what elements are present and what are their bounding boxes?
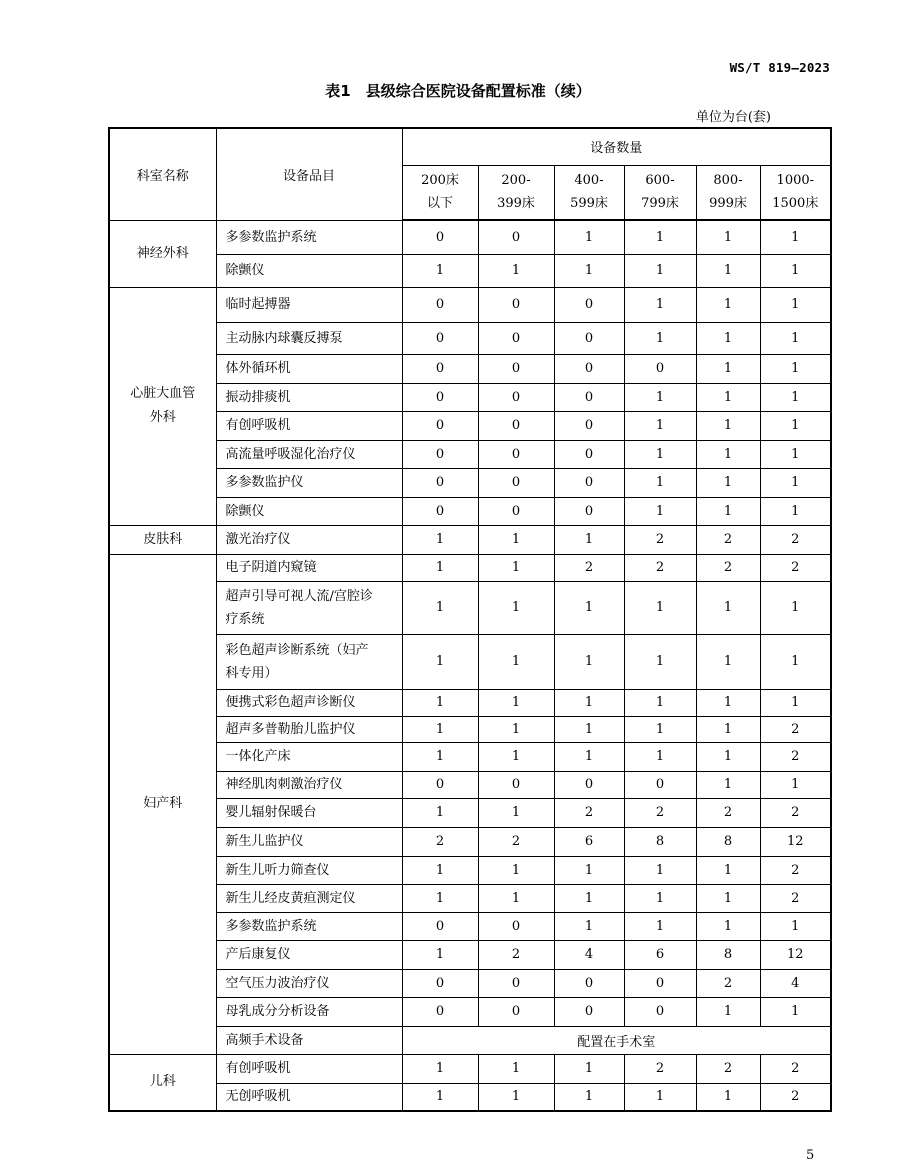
qty-cell: 1: [554, 525, 624, 554]
qty-cell: 8: [696, 827, 760, 856]
qty-cell: 2: [478, 940, 554, 969]
qty-cell: 1: [402, 742, 478, 771]
qty-cell: 0: [554, 468, 624, 497]
qty-cell: 1: [760, 689, 831, 716]
qty-cell: 1: [760, 322, 831, 354]
qty-cell: 1: [478, 689, 554, 716]
qty-cell: 1: [696, 322, 760, 354]
qty-cell: 1: [478, 716, 554, 742]
equipment-item: 临时起搏器: [216, 287, 402, 322]
table-row: [109, 798, 831, 827]
qty-cell: 1: [696, 411, 760, 440]
equipment-item: 产后康复仪: [216, 940, 402, 969]
qty-cell: 1: [402, 798, 478, 827]
qty-cell: 0: [478, 468, 554, 497]
qty-cell: 1: [554, 716, 624, 742]
qty-cell: 0: [478, 440, 554, 468]
qty-cell: 1: [478, 856, 554, 884]
equipment-item: 新生儿听力筛查仪: [216, 856, 402, 884]
qty-cell: 0: [554, 440, 624, 468]
qty-cell: 0: [402, 771, 478, 798]
qty-cell: 4: [760, 969, 831, 997]
qty-cell: 2: [696, 525, 760, 554]
qty-cell: 6: [554, 827, 624, 856]
qty-cell: 0: [402, 220, 478, 254]
equipment-item: 除颤仪: [216, 497, 402, 525]
qty-cell: 1: [696, 383, 760, 411]
qty-cell: 2: [624, 1054, 696, 1083]
qty-cell: 1: [402, 254, 478, 287]
qty-cell: 1: [554, 220, 624, 254]
table-row: [109, 1026, 831, 1054]
qty-cell: 1: [760, 383, 831, 411]
qty-cell: 1: [760, 468, 831, 497]
qty-cell: 1: [760, 912, 831, 940]
qty-cell: 12: [760, 940, 831, 969]
header-size-col: 400- 599床: [554, 165, 624, 220]
qty-cell: 1: [554, 254, 624, 287]
table-row: [109, 383, 831, 411]
qty-cell: 1: [554, 634, 624, 689]
qty-cell: 1: [402, 856, 478, 884]
qty-cell: 2: [760, 742, 831, 771]
qty-cell: 1: [402, 716, 478, 742]
qty-cell: 0: [624, 997, 696, 1026]
header-item: 设备品目: [216, 128, 402, 220]
equipment-item: 超声引导可视人流/宫腔诊疗系统: [216, 581, 402, 634]
qty-cell: 0: [624, 354, 696, 383]
qty-cell: 0: [554, 354, 624, 383]
qty-cell: 2: [760, 716, 831, 742]
table-row: [109, 322, 831, 354]
qty-cell: 1: [624, 468, 696, 497]
qty-cell: 0: [554, 322, 624, 354]
qty-cell: 1: [760, 497, 831, 525]
qty-cell: 1: [402, 689, 478, 716]
qty-cell: 1: [402, 940, 478, 969]
equipment-item: 彩色超声诊断系统（妇产科专用）: [216, 634, 402, 689]
qty-cell: 1: [624, 497, 696, 525]
qty-cell: 1: [760, 634, 831, 689]
qty-cell: 2: [760, 856, 831, 884]
table-row: [109, 354, 831, 383]
qty-cell: 1: [696, 254, 760, 287]
qty-cell: 2: [696, 969, 760, 997]
qty-cell: 0: [402, 969, 478, 997]
equipment-item: 婴儿辐射保暖台: [216, 798, 402, 827]
qty-cell: 1: [554, 742, 624, 771]
qty-cell: 1: [402, 581, 478, 634]
table-row: [109, 525, 831, 554]
qty-cell: 1: [554, 912, 624, 940]
qty-cell: 1: [696, 912, 760, 940]
qty-cell: 8: [696, 940, 760, 969]
qty-cell: 0: [478, 497, 554, 525]
qty-cell: 1: [696, 468, 760, 497]
table-row: [109, 554, 831, 581]
qty-cell: 0: [478, 354, 554, 383]
qty-cell: 1: [402, 884, 478, 912]
qty-cell: 1: [696, 742, 760, 771]
page-number: 5: [806, 1148, 815, 1163]
qty-cell: 1: [760, 254, 831, 287]
qty-cell: 0: [478, 912, 554, 940]
dept-name: 儿科: [109, 1054, 216, 1111]
qty-cell: 0: [478, 322, 554, 354]
dept-name: 妇产科: [109, 554, 216, 1054]
qty-cell: 1: [478, 525, 554, 554]
qty-cell: 0: [402, 354, 478, 383]
qty-cell: 2: [554, 798, 624, 827]
qty-cell: 1: [624, 716, 696, 742]
equipment-item: 振动排痰机: [216, 383, 402, 411]
qty-cell: 0: [402, 287, 478, 322]
qty-cell: 1: [624, 856, 696, 884]
qty-cell: 1: [624, 912, 696, 940]
table-row: [109, 411, 831, 440]
qty-cell: 4: [554, 940, 624, 969]
qty-cell: 2: [696, 1054, 760, 1083]
qty-cell: 12: [760, 827, 831, 856]
qty-cell: 1: [624, 1083, 696, 1111]
qty-cell: 0: [402, 468, 478, 497]
qty-cell: 1: [760, 771, 831, 798]
equipment-item: 体外循环机: [216, 354, 402, 383]
qty-cell: 0: [478, 287, 554, 322]
qty-cell: 2: [478, 827, 554, 856]
equipment-item: 高流量呼吸湿化治疗仪: [216, 440, 402, 468]
qty-cell: 8: [624, 827, 696, 856]
qty-cell: 1: [478, 581, 554, 634]
dept-name: 心脏大血管 外科: [109, 287, 216, 525]
qty-cell: 1: [624, 411, 696, 440]
qty-cell: 1: [696, 1083, 760, 1111]
qty-cell: 1: [696, 440, 760, 468]
qty-cell: 1: [696, 634, 760, 689]
qty-cell: 0: [478, 997, 554, 1026]
qty-cell: 1: [478, 1054, 554, 1083]
table-row: [109, 969, 831, 997]
qty-cell: 2: [696, 798, 760, 827]
equipment-item: 除颤仪: [216, 254, 402, 287]
table-row: [109, 997, 831, 1026]
qty-cell: 2: [760, 1083, 831, 1111]
qty-cell: 1: [760, 411, 831, 440]
qty-cell: 2: [402, 827, 478, 856]
header-size-col: 600- 799床: [624, 165, 696, 220]
qty-cell: 2: [760, 798, 831, 827]
table-row: [109, 581, 831, 634]
unit-note: 单位为台(套): [695, 110, 771, 125]
equipment-table: [108, 127, 832, 1112]
qty-cell: 0: [478, 771, 554, 798]
table-row: [109, 497, 831, 525]
equipment-item: 激光治疗仪: [216, 525, 402, 554]
qty-cell: 1: [402, 1054, 478, 1083]
qty-cell: 0: [554, 383, 624, 411]
table-row: [109, 287, 831, 322]
equipment-item: 神经肌肉刺激治疗仪: [216, 771, 402, 798]
qty-cell: 1: [760, 354, 831, 383]
qty-cell: 1: [696, 287, 760, 322]
qty-cell: 1: [624, 220, 696, 254]
qty-cell: 0: [402, 411, 478, 440]
qty-cell: 1: [696, 220, 760, 254]
equipment-item: 新生儿监护仪: [216, 827, 402, 856]
table-row: [109, 634, 831, 689]
header-size-col: 200床 以下: [402, 165, 478, 220]
qty-cell: 1: [554, 689, 624, 716]
dept-name: 皮肤科: [109, 525, 216, 554]
qty-cell: 2: [624, 525, 696, 554]
equipment-item: 有创呼吸机: [216, 1054, 402, 1083]
table-row: [109, 220, 831, 254]
table-row: [109, 1054, 831, 1083]
qty-cell: 1: [624, 383, 696, 411]
qty-cell: 1: [760, 287, 831, 322]
qty-cell: 1: [696, 997, 760, 1026]
qty-cell: 0: [624, 771, 696, 798]
table-row: [109, 912, 831, 940]
qty-cell: 2: [760, 525, 831, 554]
table-row: [109, 689, 831, 716]
qty-cell: 0: [478, 969, 554, 997]
qty-cell: 0: [402, 912, 478, 940]
qty-cell: 0: [554, 497, 624, 525]
header-dept: 科室名称: [109, 128, 216, 220]
qty-cell: 1: [478, 742, 554, 771]
qty-cell: 0: [554, 997, 624, 1026]
equipment-item: 便携式彩色超声诊断仪: [216, 689, 402, 716]
qty-cell: 1: [696, 771, 760, 798]
qty-cell: 1: [554, 1083, 624, 1111]
qty-cell: 2: [696, 554, 760, 581]
table-row: [109, 468, 831, 497]
table-row: [109, 254, 831, 287]
qty-cell: 0: [554, 969, 624, 997]
qty-cell: 0: [624, 969, 696, 997]
qty-cell: 1: [760, 440, 831, 468]
qty-cell: 0: [478, 383, 554, 411]
qty-cell: 0: [478, 220, 554, 254]
qty-cell: 0: [554, 287, 624, 322]
equipment-item: 有创呼吸机: [216, 411, 402, 440]
equipment-item: 多参数监护系统: [216, 220, 402, 254]
qty-cell: 1: [624, 884, 696, 912]
merged-note: 配置在手术室: [402, 1026, 831, 1054]
qty-cell: 2: [760, 884, 831, 912]
equipment-item: 多参数监护系统: [216, 912, 402, 940]
table-row: [109, 1083, 831, 1111]
qty-cell: 0: [402, 322, 478, 354]
qty-cell: 0: [478, 411, 554, 440]
equipment-item: 高频手术设备: [216, 1026, 402, 1054]
qty-cell: 1: [696, 581, 760, 634]
qty-cell: 1: [478, 634, 554, 689]
qty-cell: 1: [624, 440, 696, 468]
qty-cell: 0: [402, 440, 478, 468]
qty-cell: 1: [402, 554, 478, 581]
qty-cell: 1: [624, 287, 696, 322]
qty-cell: 1: [402, 525, 478, 554]
qty-cell: 2: [624, 554, 696, 581]
equipment-item: 电子阴道内窥镜: [216, 554, 402, 581]
equipment-item: 一体化产床: [216, 742, 402, 771]
qty-cell: 1: [696, 689, 760, 716]
qty-cell: 1: [554, 884, 624, 912]
table-row: [109, 742, 831, 771]
table-row: [109, 940, 831, 969]
equipment-item: 超声多普勒胎儿监护仪: [216, 716, 402, 742]
equipment-item: 主动脉内球囊反搏泵: [216, 322, 402, 354]
qty-cell: 0: [402, 383, 478, 411]
qty-cell: 1: [760, 581, 831, 634]
qty-cell: 1: [760, 220, 831, 254]
qty-cell: 1: [696, 354, 760, 383]
header-qty: 设备数量: [402, 128, 831, 165]
qty-cell: 1: [554, 856, 624, 884]
equipment-item: 空气压力波治疗仪: [216, 969, 402, 997]
standard-code: WS/T 819—2023: [729, 60, 830, 75]
qty-cell: 1: [554, 581, 624, 634]
qty-cell: 2: [760, 1054, 831, 1083]
equipment-item: 母乳成分分析设备: [216, 997, 402, 1026]
header-size-col: 1000- 1500床: [760, 165, 831, 220]
qty-cell: 0: [554, 771, 624, 798]
header-size-col: 200- 399床: [478, 165, 554, 220]
table-row: [109, 856, 831, 884]
equipment-item: 多参数监护仪: [216, 468, 402, 497]
qty-cell: 0: [554, 411, 624, 440]
qty-cell: 1: [478, 254, 554, 287]
qty-cell: 1: [624, 634, 696, 689]
header-size-col: 800- 999床: [696, 165, 760, 220]
qty-cell: 1: [696, 884, 760, 912]
qty-cell: 2: [760, 554, 831, 581]
qty-cell: 2: [554, 554, 624, 581]
table-title: 表1 县级综合医院设备配置标准（续）: [325, 82, 591, 100]
qty-cell: 0: [402, 997, 478, 1026]
qty-cell: 1: [478, 554, 554, 581]
qty-cell: 6: [624, 940, 696, 969]
table-row: [109, 771, 831, 798]
qty-cell: 1: [696, 716, 760, 742]
table-row: [109, 884, 831, 912]
qty-cell: 1: [760, 997, 831, 1026]
qty-cell: 1: [402, 634, 478, 689]
qty-cell: 1: [696, 497, 760, 525]
qty-cell: 1: [624, 322, 696, 354]
table-row: [109, 827, 831, 856]
qty-cell: 1: [402, 1083, 478, 1111]
qty-cell: 1: [624, 689, 696, 716]
qty-cell: 2: [624, 798, 696, 827]
equipment-item: 无创呼吸机: [216, 1083, 402, 1111]
equipment-item: 新生儿经皮黄疸测定仪: [216, 884, 402, 912]
qty-cell: 1: [478, 798, 554, 827]
qty-cell: 1: [624, 581, 696, 634]
qty-cell: 1: [624, 742, 696, 771]
qty-cell: 0: [402, 497, 478, 525]
qty-cell: 1: [696, 856, 760, 884]
qty-cell: 1: [554, 1054, 624, 1083]
qty-cell: 1: [478, 884, 554, 912]
dept-name: 神经外科: [109, 220, 216, 287]
table-row: [109, 440, 831, 468]
table-row: [109, 716, 831, 742]
qty-cell: 1: [624, 254, 696, 287]
qty-cell: 1: [478, 1083, 554, 1111]
